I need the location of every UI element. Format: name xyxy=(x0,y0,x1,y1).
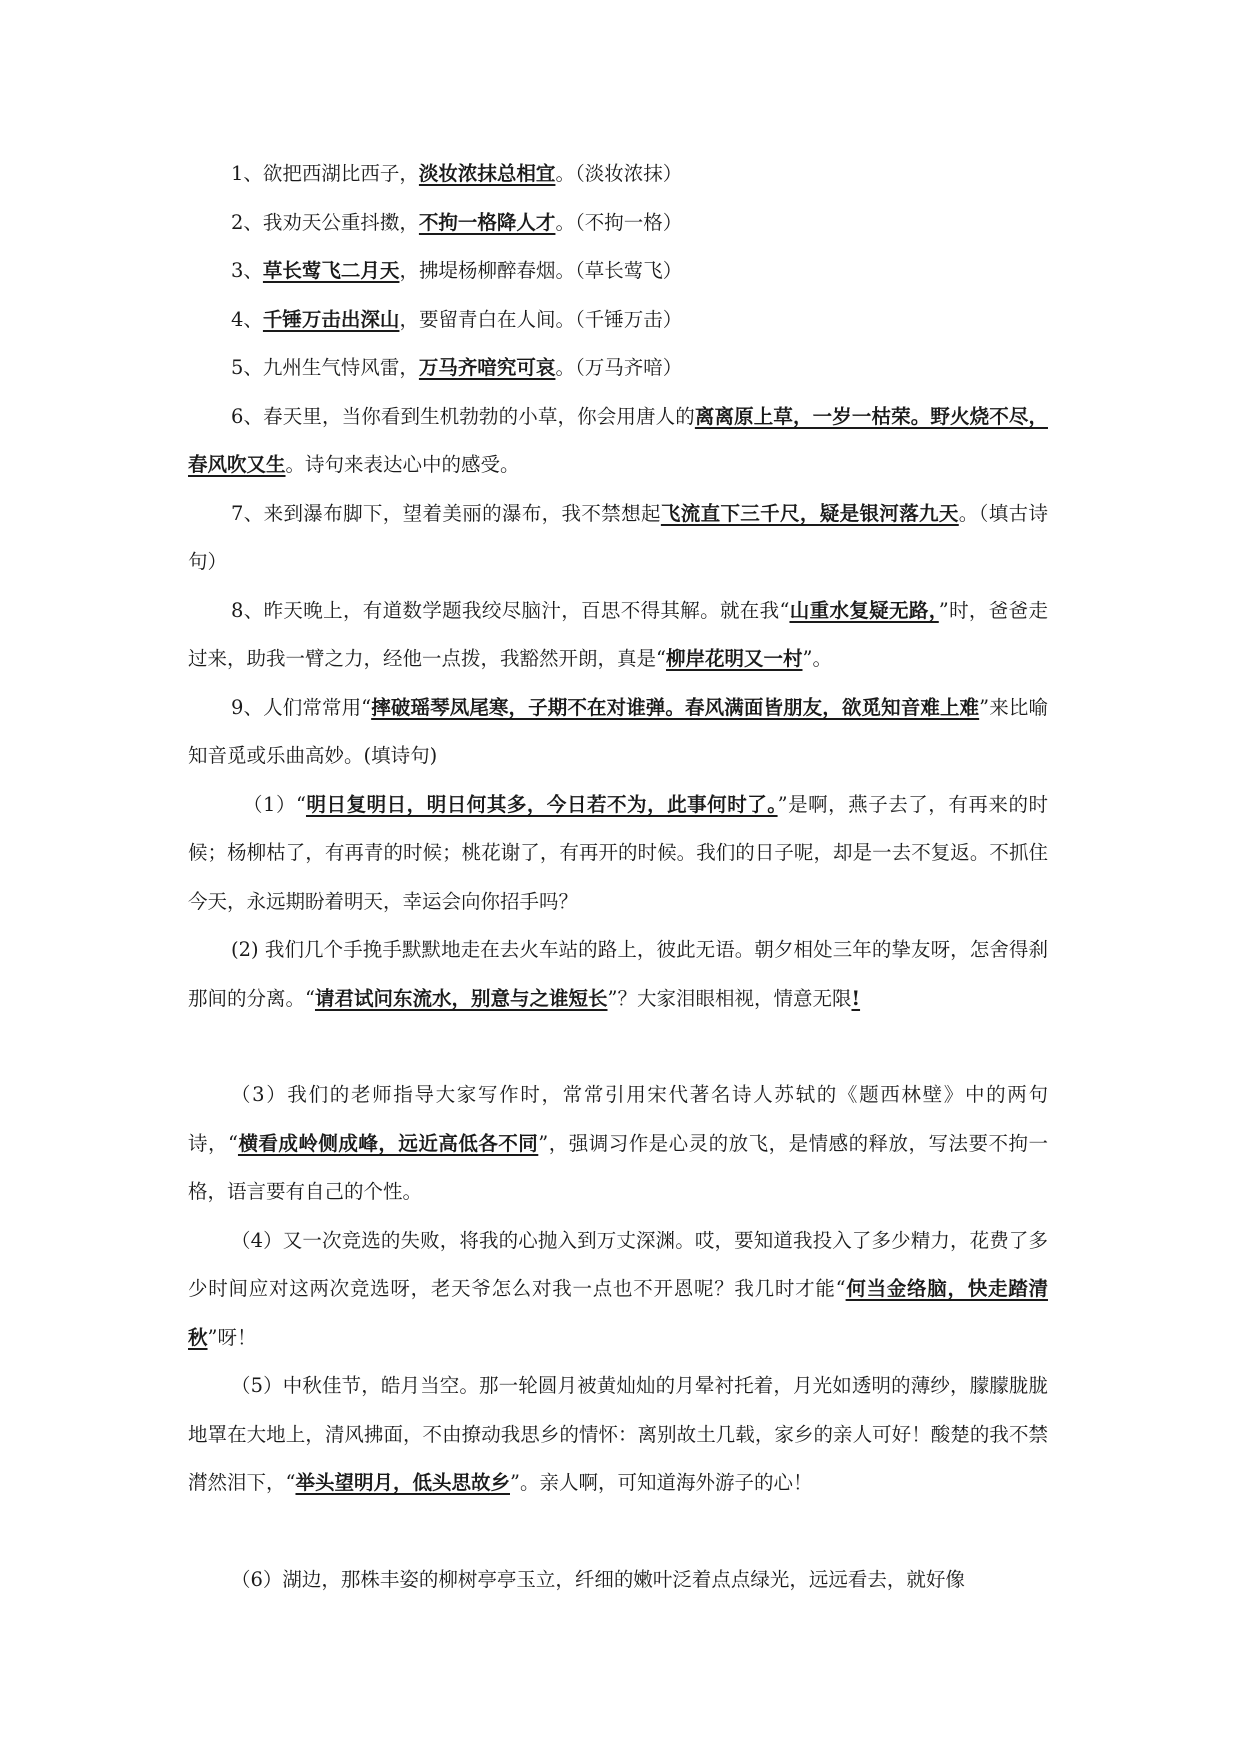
subquestion-6: （6）湖边，那株丰姿的柳树亭亭玉立，纤细的嫩叶泛着点点绿光，远远看去，就好像 xyxy=(231,1567,965,1591)
answer-2: 不拘一格降人才 xyxy=(418,210,556,234)
question-6: 6、春天里，当你看到生机勃勃的小草，你会用唐人的离离原上草，一岁一枯荣。野火烧不尽，春风吹又生。诗句来表达心中的感受。 xyxy=(188,404,1048,476)
answer-5: 万马齐喑究可哀 xyxy=(418,356,556,379)
subanswer-2: 请君试问东流水，别意与之谁短长 xyxy=(314,986,608,1010)
answer-6: 离离原上草，一岁一枯荣。野火烧不尽，春风吹又生 xyxy=(188,404,1048,476)
answer-4: 千锤万击出深山 xyxy=(262,307,400,331)
subanswer-4: 何当金络脑，快走踏清秋 xyxy=(188,1277,1048,1349)
blank-gap xyxy=(188,1023,1048,1071)
subanswer-1: 明日复明日，明日何其多，今日若不为，此事何时了。 xyxy=(305,792,778,816)
question-1: 1、欲把西湖比西子，淡妆浓抹总相宜。（淡妆浓抹） xyxy=(231,162,683,185)
question-4: 4、千锤万击出深山，要留青白在人间。（千锤万击） xyxy=(231,307,683,331)
answer-9: 摔破瑶琴凤尾寒，子期不在对谁弹。春风满面皆朋友，欲觅知音难上难 xyxy=(371,695,980,719)
question-9: 9、人们常常用“摔破瑶琴凤尾寒，子期不在对谁弹。春风满面皆朋友，欲觅知音难上难”来比喻知音觅或乐曲高妙。(填诗句) xyxy=(188,695,1048,767)
subquestion-3: （3）我们的老师指导大家写作时，常常引用宋代著名诗人苏轼的《题西林壁》中的两句诗，“横看成岭侧成峰，远近高低各不同”，强调习作是心灵的放飞，是情感的释放，写法要不拘一格，语言要有自己的个性。 xyxy=(188,1083,1048,1203)
subquestion-4: （4）又一次竞选的失败，将我的心抛入到万丈深渊。哎，要知道我投入了多少精力，花费了多少时间应对这两次竞选呀，老天爷怎么对我一点也不开恩呢？我几时才能“何当金络脑，快走踏清秋”呀！ xyxy=(188,1228,1048,1349)
answer-8b: 柳岸花明又一村 xyxy=(665,647,803,670)
subquestion-1: （1）“明日复明日，明日何其多，今日若不为，此事何时了。”是啊，燕子去了，有再来的时候；杨柳枯了，有再青的时候；桃花谢了，有再开的时候。我们的日子呢，却是一去不复返。不抓住今天，永远期盼着明天，幸运会向你招手吗？ xyxy=(188,792,1048,913)
answer-1: 淡妆浓抹总相宜 xyxy=(418,162,556,185)
subanswer-2-mark: ! xyxy=(851,986,861,1010)
blank-gap-2 xyxy=(188,1508,1048,1556)
subanswer-5: 举头望明月，低头思故乡 xyxy=(295,1471,510,1494)
subanswer-3: 横看成岭侧成峰，远近高低各不同 xyxy=(237,1131,539,1155)
subquestion-5: （5）中秋佳节，皓月当空。那一轮圆月被黄灿灿的月晕衬托着，月光如透明的薄纱，朦朦胧胧地罩在大地上，清风拂面，不由撩动我思乡的情怀：离别故土几载，家乡的亲人可好！酸楚的我不禁潸然泪下，“举头望明月，低头思故乡”。亲人啊，可知道海外游子的心！ xyxy=(188,1374,1048,1494)
question-7: 7、来到瀑布脚下，望着美丽的瀑布，我不禁想起飞流直下三千尺，疑是银河落九天。（填古诗句） xyxy=(188,501,1048,573)
subquestion-2: (2) 我们几个手挽手默默地走在去火车站的路上，彼此无语。朝夕相处三年的挚友呀，怎舍得刹那间的分离。“请君试问东流水，别意与之谁短长”？大家泪眼相视，情意无限! xyxy=(188,938,1048,1010)
question-8: 8、昨天晚上，有道数学题我绞尽脑汁，百思不得其解。就在我“山重水复疑无路，”时，爸爸走过来，助我一臂之力，经他一点拨，我豁然开朗，真是“柳岸花明又一村”。 xyxy=(188,598,1048,670)
question-2: 2、我劝天公重抖擞，不拘一格降人才。（不拘一格） xyxy=(231,210,683,234)
document-body xyxy=(188,150,1048,1604)
answer-7: 飞流直下三千尺，疑是银河落九天 xyxy=(660,501,959,525)
answer-3: 草长莺飞二月天 xyxy=(262,259,400,282)
answer-8a: 山重水复疑无路， xyxy=(789,598,939,622)
question-5: 5、九州生气恃风雷，万马齐喑究可哀。（万马齐喑） xyxy=(231,356,683,379)
question-3: 3、草长莺飞二月天，拂堤杨柳醉春烟。（草长莺飞） xyxy=(231,259,683,282)
